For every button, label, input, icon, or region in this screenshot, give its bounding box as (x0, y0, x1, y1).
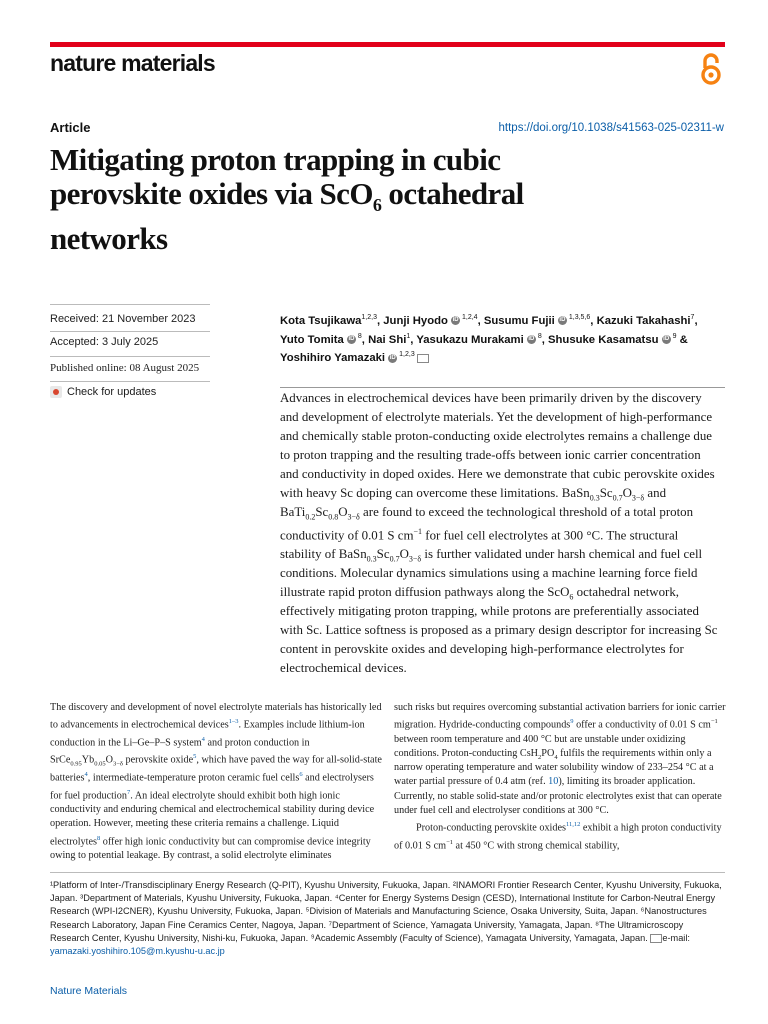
meta-divider (50, 381, 210, 382)
check-for-updates-label: Check for updates (67, 386, 157, 398)
author-name[interactable]: Susumu Fujii iD $^{1,3,5,6}$ (483, 314, 591, 327)
author-name[interactable]: Junji Hyodo iD $^{1,2,4}$ (383, 314, 478, 327)
received-date: Received: 21 November 2023 (50, 313, 196, 325)
citation-link[interactable]: 7 (126, 788, 131, 796)
body-column-right: such risks but requires overcoming substantial activation barriers for ionic carrier migration. Hydride-conducting compounds$^9$ offer a conductivity of 0.01 S $cm^{-1}$ between room temperature and 400 °C but are unstable under oxidizing conditions. Proton-conducting $CsH_2PO_4$ fulfils the requirements within only a narrow operating temperature and water solubility window of 233–254 °C at a water partial pressure of 0.4 atm (ref. 10), limiting its broader application. Currently, no stable solid-state and/or protonic electrolytes exist that can operate under fuel cell and electrolyser conditions at 300 °C. Proton-conducting perovskite oxides$^{11,12}$ exhibit a high proton conductivity of 0.01 S $cm^{-1}$ at 450 °C with strong chemical stability, (394, 702, 726, 851)
footnote-divider (50, 872, 725, 873)
abstract: Advances in electrochemical devices have been primarily driven by the discovery and development of electrolyte materials. Yet the development of high-performance and chemically stable proton-conducting oxide electrolytes remains a challenge due to proton trapping and the resulting trade-offs between ionic carrier concentration and conductivity in doped oxides. Here we demonstrate that cubic perovskite oxides with heavy Sc doping can overcome these limitations. $BaSn_{0.3}Sc_{0.7}O_{3-\delta}$ and $BaTi_{0.2}Sc_{0.8}O_{3-\delta}$ are found to exceed the technological threshold of a total proton conductivity of 0.01 S $cm^{-1}$ for fuel cell electrolytes at 300 °C. The structural stability of $BaSn_{0.3}Sc_{0.7}O_{3-\delta}$ is further validated under harsh chemical and fuel cell conditions. Molecular dynamics simulations using a machine learning force field illustrate rapid proton diffusion pathways along the ScO$_6$ octahedral network, effectively mitigating proton trapping, while protons are preferentially associated with Sc. Lattice softness is proposed as a primary design descriptor for increasing Sc content in perovskite oxides and developing high-performance electrolytes for electrochemical devices. (280, 391, 718, 676)
check-for-updates-icon (50, 386, 62, 398)
citation-link[interactable]: 9 (570, 718, 574, 726)
orcid-icon[interactable]: iD (663, 336, 670, 343)
orcid-icon[interactable]: iD (348, 336, 355, 343)
author-name[interactable]: Kazuki Takahashi$^7$ (596, 314, 695, 327)
author-name[interactable]: Yasukazu Murakami iD $^8$ (416, 332, 542, 346)
author-list: Kota Tsujikawa$^{1,2,3}$, Junji Hyodo iD $^{1,2,4}$, Susumu Fujii iD $^{1,3,5,6}$, Kazuki Takahashi$^7$, Yuto Tomita iD $^8$, Nai Shi$^1$, Yasukazu Murakami iD $^8$, Shusuke Kasamatsu iD $^9$ & Yoshihiro Yamazaki iD $^{1,2,3}$ (280, 314, 698, 365)
open-access-icon (698, 52, 724, 86)
journal-name: nature materials (50, 50, 215, 76)
footer-journal-name: Nature Materials (50, 985, 128, 997)
meta-divider (50, 356, 210, 357)
author-name[interactable]: Yuto Tomita iD $^8$ (280, 332, 362, 346)
citation-link[interactable]: 4 (201, 735, 205, 743)
orcid-icon[interactable]: iD (528, 336, 535, 343)
orcid-icon[interactable]: iD (389, 354, 396, 361)
orcid-icon[interactable]: iD (559, 317, 566, 324)
meta-divider (50, 331, 210, 332)
citation-link[interactable]: 11,12 (565, 821, 581, 829)
citation-link[interactable]: 1–3 (228, 718, 239, 726)
accepted-date: Accepted: 3 July 2025 (50, 336, 159, 348)
meta-divider (50, 304, 210, 305)
body-column-left: The discovery and development of novel electrolyte materials has historically led to advancements in electrochemical devices$^{1-3}$. Examples include lithium-ion conduction in the Li–Ge–P–S system$^4$ and proton conduction in $SrCe_{0.95}Yb_{0.05}O_{3-\delta}$ perovskite oxide$^5$, which have paved the way for all-solid-state batteries$^4$, intermediate-temperature proton ceramic fuel cells$^6$ and electrolysers for fuel production$^7$. An ideal electrolyte should exhibit both high ionic conductivity and enduring chemical and electrochemical stability during device operation. However, meeting these criteria remains a challenge. Liquid electrolytes$^8$ offer high ionic conductivity but can compromise device integrity owing to potential leakage. By contrast, a solid electrolyte eliminates (50, 702, 382, 862)
author-name[interactable]: Yoshihiro Yamazaki iD $^{1,2,3}$ (280, 352, 429, 364)
affiliations: ¹Platform of Inter-/Transdisciplinary Energy Research (Q-PIT), Kyushu University, Fukuoka, Japan. ²INAMORI Frontier Research Center, Kyushu University, Fukuoka, Japan. ³Department of Materials, Kyushu University, Fukuoka, Japan. ⁴Center for Energy Systems Design (CESD), International Institute for Carbon-Neutral Energy Research (WPI-I2CNER), Kyushu University, Fukuoka, Japan. ⁵Division of Materials and Manufacturing Science, Osaka University, Suita, Japan. ⁶Nanostructures Research Laboratory, Japan Fine Ceramics Center, Nagoya, Japan. ⁷Department of Science, Yamagata University, Yamagata, Japan. ⁸The Ultramicroscopy Research Center, Kyushu University, Nishi-ku, Fukuoka, Japan. ⁹Academic Assembly (Faculty of Science), Yamagata University, Yamagata, Japan. e-mail: yamazaki.yoshihiro.105@m.kyushu-u.ac.jp (50, 880, 722, 957)
citation-link[interactable]: 10 (548, 776, 559, 788)
author-name[interactable]: Nai Shi$^1$ (368, 332, 411, 346)
doi-link[interactable]: https://doi.org/10.1038/s41563-025-02311-w (498, 122, 724, 134)
author-name[interactable]: Kota Tsujikawa$^{1,2,3}$ (280, 314, 377, 327)
email-icon (650, 934, 662, 943)
check-for-updates-button[interactable] (50, 386, 156, 398)
article-type-label: Article (50, 120, 91, 135)
article-title: Mitigating proton trapping in cubic perovskite oxides via ScO$_6$ octahedral networks (50, 142, 524, 257)
header-rule (50, 42, 725, 47)
citation-link[interactable]: 4 (84, 770, 88, 778)
citation-link[interactable]: 5 (193, 753, 197, 761)
citation-link[interactable]: 8 (96, 834, 101, 842)
orcid-icon[interactable]: iD (452, 317, 459, 324)
abstract-divider (280, 387, 725, 388)
author-name[interactable]: Shusuke Kasamatsu iD $^9$ (548, 332, 677, 346)
corresponding-email-link[interactable]: yamazaki.yoshihiro.105@m.kyushu-u.ac.jp (50, 946, 225, 957)
published-date: Published online: 08 August 2025 (50, 362, 200, 374)
citation-link[interactable]: 6 (299, 770, 303, 778)
email-icon[interactable] (417, 354, 429, 363)
